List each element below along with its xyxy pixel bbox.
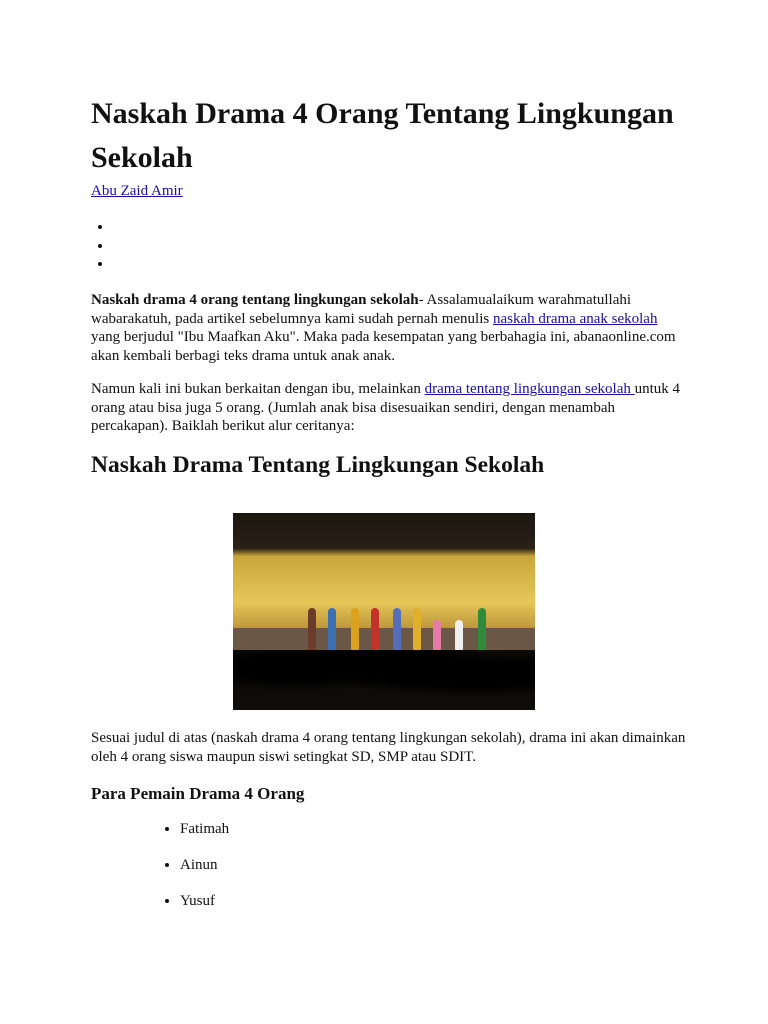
cast-item: • Yusuf [180, 892, 229, 928]
performer [393, 608, 401, 650]
performer [433, 620, 441, 650]
para-text: Namun kali ini bukan berkaitan dengan ibu, melainkan [91, 381, 425, 397]
performer [478, 608, 486, 650]
naskah-drama-link[interactable]: naskah drama anak sekolah [492, 310, 658, 327]
performer [371, 608, 379, 650]
page-title: Naskah Drama 4 Orang Tentang Lingkungan Sekolah [91, 97, 674, 174]
second-paragraph [91, 380, 686, 436]
performer [455, 620, 463, 650]
drama-photo [233, 513, 535, 710]
intro-text: - Assalamualaikum warahmatullahi wabarakatuh, pada artikel sebelumnya kami sudah pernah menulis [91, 292, 632, 327]
performer [413, 608, 421, 650]
cast-item: • Fatimah [180, 820, 229, 856]
performer [328, 608, 336, 650]
drama-lingkungan-link[interactable]: drama tentang lingkungan sekolah [424, 381, 635, 397]
third-paragraph: Sesuai judul di atas (naskah drama 4 orang tentang lingkungan sekolah), drama ini akan dimainkan oleh 4 orang siswa maupun siswi setingkat SD, SMP atau SDIT. [91, 730, 686, 765]
performer [308, 608, 316, 650]
cast-item: • Ainun [180, 856, 229, 892]
share-list [91, 218, 113, 274]
intro-text: yang berjudul "Ibu Maafkan Aku". Maka pada kesempatan yang berbahagia ini, abanaonline.com akan kembali berbagi teks drama untuk anak anak. [91, 329, 676, 364]
intro-bold: Naskah drama 4 orang tentang lingkungan sekolah [91, 292, 419, 308]
performer [351, 608, 359, 650]
cast-list [158, 820, 229, 928]
section-heading: Naskah Drama Tentang Lingkungan Sekolah [91, 452, 545, 478]
intro-paragraph [91, 291, 686, 365]
author-link[interactable]: Abu Zaid Amir [91, 183, 183, 199]
audience [233, 650, 535, 710]
para-text: untuk 4 orang atau bisa juga 5 orang. (Jumlah anak bisa disesuaikan sendiri, dengan menambah percakapan). Baiklah berikut alur ceritanya: [91, 381, 681, 434]
cast-heading: Para Pemain Drama 4 Orang [91, 784, 305, 803]
